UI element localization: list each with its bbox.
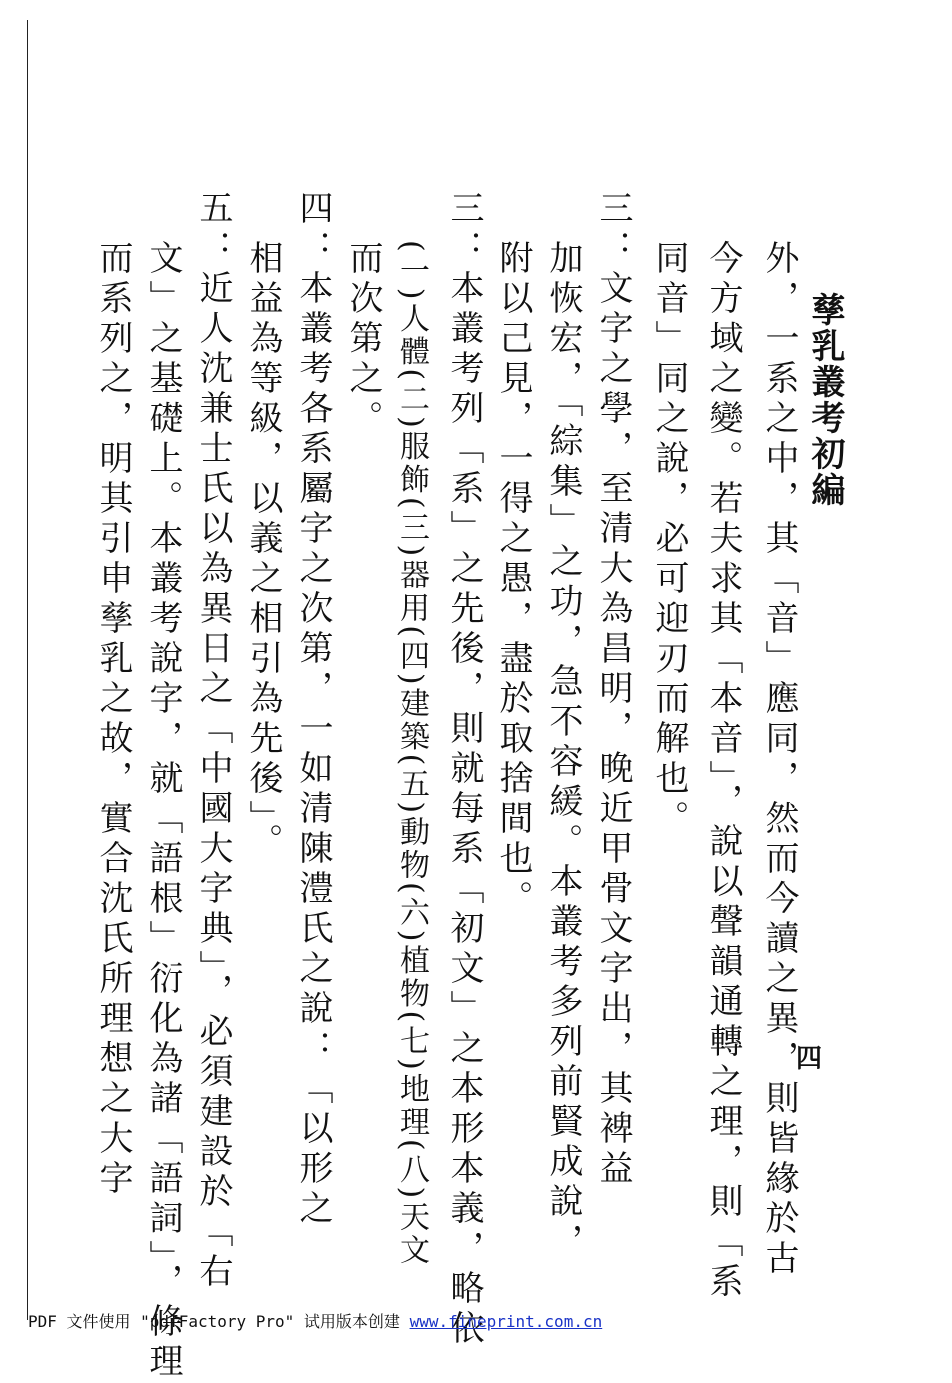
text-column: 四：本叢考各系屬字之次第，一如清陳澧氏之說：「以形之 xyxy=(293,190,333,1230)
book-title: 孳乳叢考初編 xyxy=(805,292,845,508)
text-column: 文」之基礎上。本叢考說字，就「語根」衍化為諸「語詞」，條理 xyxy=(143,240,183,1383)
text-column: 三：本叢考列「系」之先後，則就每系「初文」之本形本義，略依 xyxy=(444,190,484,1350)
text-column: 今方域之變。若夫求其「本音」，說以聲韻通轉之理，則「系 xyxy=(703,240,743,1303)
footer-text: PDF 文件使用 "pdfFactory Pro" 试用版本创建 xyxy=(28,1312,410,1331)
text-column: 三：文字之學，至清大為昌明，晚近甲骨文字出，其裨益 xyxy=(593,190,633,1190)
text-column: 同音」同之說，必可迎刃而解也。 xyxy=(649,240,689,840)
text-column: 加恢宏，「綜集」之功，急不容緩。本叢考多列前賢成說， xyxy=(543,240,583,1263)
footer-link[interactable]: www.fineprint.com.cn xyxy=(409,1312,603,1331)
text-column: 外，一系之中，其「音」應同，然而今讀之異，則皆緣於古 xyxy=(759,240,799,1280)
text-column: 而系列之，明其引申孳乳之故，實合沈氏所理想之大字 xyxy=(93,240,133,1200)
pdf-footer xyxy=(28,1309,602,1332)
text-column: 而次第之。 xyxy=(343,240,383,440)
left-margin-rule xyxy=(27,20,28,1320)
text-column: (一)人體(二)服飾(三)器用(四)建築(五)動物(六)植物(七)地理(八)天文 xyxy=(394,240,429,1268)
text-column: 相益為等級，以義之相引為先後」。 xyxy=(243,240,283,863)
text-column: 五：近人沈兼士氏以為異日之「中國大字典」，必須建設於「右 xyxy=(193,190,233,1293)
page-number: 四 xyxy=(796,1044,823,1074)
text-column: 附以己見，一得之愚，盡於取捨間也。 xyxy=(493,240,533,920)
